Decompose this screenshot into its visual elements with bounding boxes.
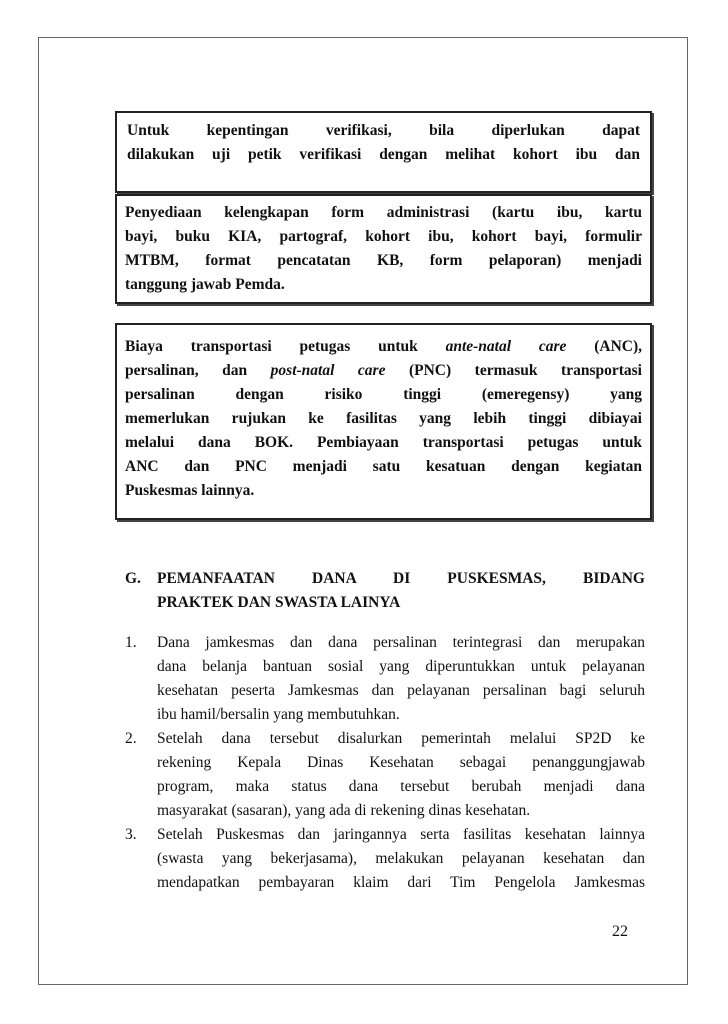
text-line: Setelah Puskesmas dan jaringannya serta fasilitas kesehatan lainnya <box>157 826 645 843</box>
text-line: persalinan, dan post-natal care (PNC) termasuk transportasi <box>125 362 642 379</box>
text-line: ibu hamil/bersalin yang membutuhkan. <box>157 706 400 723</box>
text-line: melalui dana BOK. Pembiayaan transportasi petugas untuk <box>125 434 642 451</box>
verification-note-box <box>115 111 652 193</box>
italic-term: post-natal care <box>270 362 386 379</box>
text-line: rekening Kepala Dinas Kesehatan sebagai penanggungjawab <box>157 754 645 771</box>
list-item <box>125 727 645 823</box>
text-line: memerlukan rujukan ke fasilitas yang lebih tinggi dibiayai <box>125 410 642 427</box>
list-item <box>125 823 645 895</box>
text-line: masyarakat (sasaran), yang ada di rekening dinas kesehatan. <box>157 802 531 819</box>
section-title-line: PRAKTEK DAN SWASTA LAINYA <box>157 594 401 611</box>
section-letter: G. <box>125 570 141 587</box>
section-heading <box>125 567 645 615</box>
text-line: ANC dan PNC menjadi satu kesatuan dengan kegiatan <box>125 458 642 475</box>
list-item <box>125 631 645 727</box>
form-provision-box <box>115 194 652 304</box>
text-line: Puskesmas lainnya. <box>125 482 255 499</box>
text-line: Biaya transportasi petugas untuk ante-natal care (ANC), <box>125 338 643 355</box>
text-line: persalinan dengan risiko tinggi (emeregensy) yang <box>125 386 642 403</box>
list-number: 2. <box>125 730 137 747</box>
italic-term: ante-natal care <box>445 338 567 355</box>
text-line: Untuk kepentingan verifikasi, bila diperlukan dapat <box>127 122 640 139</box>
section-title-line: PEMANFAATAN DANA DI PUSKESMAS, BIDANG <box>157 570 645 587</box>
text-line: Dana jamkesmas dan dana persalinan terintegrasi dan merupakan <box>157 634 645 651</box>
text-line: MTBM, format pencatatan KB, form pelaporan) menjadi <box>125 252 642 269</box>
text-line: program, maka status dana tersebut berubah menjadi dana <box>157 778 645 795</box>
transport-cost-box <box>115 323 652 520</box>
text-line: Penyediaan kelengkapan form administrasi (kartu ibu, kartu <box>125 204 642 221</box>
text-line: (swasta yang bekerjasama), melakukan pelayanan kesehatan dan <box>157 850 645 867</box>
text-line: tanggung jawab Pemda. <box>125 276 285 293</box>
text-line: dilakukan uji petik verifikasi dengan melihat kohort ibu dan <box>127 146 640 163</box>
text-line: Setelah dana tersebut disalurkan pemerintah melalui SP2D ke <box>157 730 645 747</box>
numbered-list <box>125 631 645 895</box>
text-line: dana belanja bantuan sosial yang diperuntukkan untuk pelayanan <box>157 658 645 675</box>
text-line: mendapatkan pembayaran klaim dari Tim Pengelola Jamkesmas <box>157 874 645 891</box>
list-number: 3. <box>125 826 137 843</box>
list-number: 1. <box>125 634 137 651</box>
text-line: bayi, buku KIA, partograf, kohort ibu, kohort bayi, formulir <box>125 228 642 245</box>
page-number: 22 <box>612 923 628 940</box>
text-line: kesehatan peserta Jamkesmas dan pelayanan persalinan bagi seluruh <box>157 682 645 699</box>
